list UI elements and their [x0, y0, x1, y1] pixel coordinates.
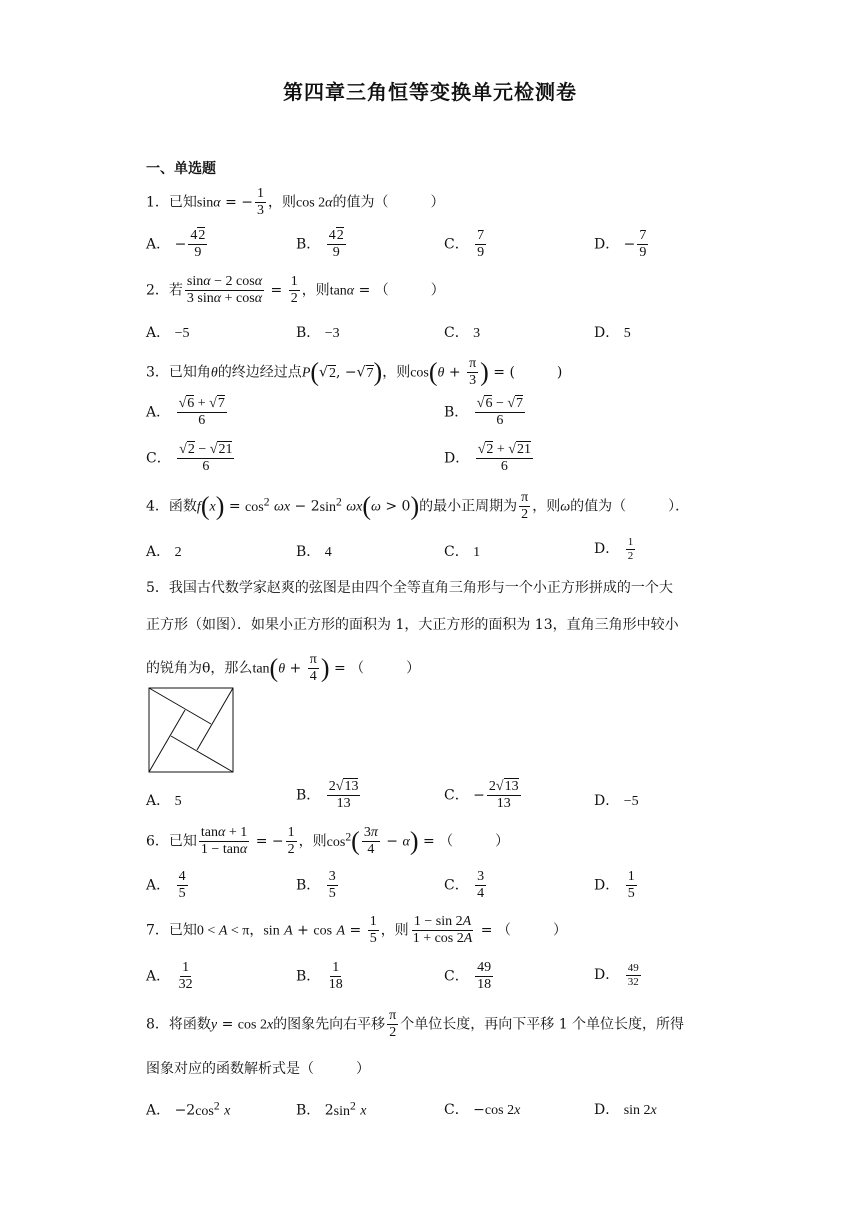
q2-option-c-label: C． [444, 325, 469, 341]
q3-mid: 的终边经过点 [217, 364, 302, 381]
q4-option-a-label: A． [146, 544, 171, 560]
q8-number: 8． [146, 1016, 169, 1033]
q4-text: 函数 [168, 498, 197, 515]
q6-text: 已知 [168, 833, 197, 850]
q4-option-b-label: B． [296, 544, 321, 560]
q4-option-d[interactable]: D． $\frac{1}{2}$ [594, 536, 634, 562]
page-title: 第四章三角恒等变换单元检测卷 [283, 80, 577, 104]
question-3: 3．已知角θ的终边经过点P(√2, −√7)，则cos(θ + $\frac{\pi}{3}$ ) = ( ) [146, 356, 563, 389]
q3-number: 3． [146, 364, 169, 381]
q8-option-c-label: C． [444, 1102, 469, 1118]
q6-option-c-label: C． [444, 877, 469, 894]
q2-option-b-label: B． [296, 325, 321, 341]
q8-text: 将函数 [168, 1016, 211, 1033]
q3-option-b-label: B． [444, 404, 469, 421]
section-heading: 一、单选题 [146, 161, 216, 177]
q8-option-d[interactable]: D． sin 2x [594, 1102, 657, 1118]
q2-option-c[interactable] [444, 322, 480, 342]
q4-mid: 的最小正周期为 [419, 498, 518, 515]
q4-option-d-label: D． [594, 541, 620, 558]
q2-option-d[interactable] [594, 322, 631, 342]
q4-option-b[interactable] [296, 541, 332, 561]
q6-mid: ，则 [298, 833, 327, 850]
q8-option-b-label: B． [296, 1102, 321, 1119]
q2-option-d-value: 5 [623, 326, 631, 341]
q7-option-c-label: C． [444, 968, 469, 985]
q8-option-c[interactable]: C． −cos 2x [444, 1102, 521, 1118]
q1-option-c[interactable]: C． $\frac{7}{9}$ [444, 228, 485, 261]
q7-mid: ， [249, 922, 264, 939]
q6-option-c[interactable]: C． $\frac{3}{4}$ [444, 869, 485, 902]
zhao-shuang-string-diagram [148, 687, 234, 773]
q6-option-d-label: D． [594, 877, 620, 894]
q1-option-a[interactable]: A． − $\frac{42}{9}$ [146, 228, 206, 261]
q7-option-c[interactable]: C． $\frac{49}{18}$ [444, 960, 492, 993]
q4-option-c-value: 1 [473, 545, 481, 560]
q7-option-a[interactable]: A． $\frac{1}{32}$ [146, 960, 193, 993]
q4-option-b-value: 4 [324, 545, 332, 560]
q8-option-a[interactable]: A． $-2\cos^2$ x [146, 1099, 231, 1119]
q2-end: （ ） [374, 282, 445, 299]
q3-option-b[interactable]: B． $\frac{√6 - √7}{6}$ [444, 396, 524, 429]
q5-option-b[interactable]: B． $\frac{2√13}{13}$ [296, 779, 359, 812]
q5-option-d-label: D． [594, 793, 620, 809]
q5-option-a-label: A． [146, 793, 171, 809]
q5-line3a: 的锐角为θ，那么 [146, 660, 253, 677]
question-5-line-3: 的锐角为θ，那么tan(θ + $\frac{\pi}{4}$ ) = （ ） [146, 652, 421, 685]
q2-mid: ，则 [301, 282, 330, 299]
q8-option-b[interactable]: B． $2\sin^2$ x [296, 1099, 367, 1119]
q7-option-d[interactable]: D． $\frac{49}{32}$ [594, 962, 639, 988]
q7-option-b[interactable]: B． $\frac{1}{18}$ [296, 960, 343, 993]
q8-mid: 的图象先向右平移 [273, 1016, 386, 1033]
q6-option-b[interactable]: B． $\frac{3}{5}$ [296, 869, 336, 902]
q3-option-a-label: A． [146, 404, 171, 421]
q2-option-a[interactable] [146, 322, 189, 342]
q5-option-a-value: 5 [174, 794, 182, 809]
question-5-line-1 [146, 577, 673, 597]
q8-option-d-label: D． [594, 1102, 620, 1118]
q3-option-c-label: C． [146, 450, 171, 467]
q5-option-a[interactable] [146, 790, 182, 810]
q6-option-b-label: B． [296, 877, 321, 894]
q5-option-d[interactable] [594, 790, 639, 810]
question-4: 4．函数$f(x) = \cos^2 \omega x - 2\sin^2$ ωx(ω > 0)的最小正周期为 $\frac{\pi}{2}$ ，则ω的值为（ ）． [146, 490, 690, 523]
question-8-line-1: 8．将函数y = cos 2x的图象先向右平移 $\frac{\pi}{2}$ 个单位长度，再向下平移 1 个单位长度，所得 [146, 1008, 685, 1041]
q7-mid2: ，则 [380, 922, 409, 939]
q6-option-d[interactable]: D． $\frac{1}{5}$ [594, 869, 635, 902]
q2-option-a-label: A． [146, 325, 171, 341]
question-2: 2．若 $\frac{\sin\alpha - 2 \cos\alpha}{3 \sin\alpha + \cos\alpha}$ = $\frac{1}{2}$ ，则tanα = （ ） [146, 274, 445, 307]
q4-option-c[interactable] [444, 541, 480, 561]
q1-option-d-label: D． [594, 236, 620, 253]
q3-option-d[interactable]: D． $\frac{√2 + √21}{6}$ [444, 442, 531, 475]
q4-mid2: ，则 [532, 498, 561, 515]
q7-number: 7． [146, 922, 169, 939]
q1-option-a-label: A． [146, 236, 171, 253]
q1-option-b[interactable]: B． $\frac{42}{9}$ [296, 228, 344, 261]
q3-option-c[interactable]: C． $\frac{√2 - √21}{6}$ [146, 442, 233, 475]
q2-text: 若 [168, 282, 183, 299]
q7-option-b-label: B． [296, 968, 321, 985]
q6-end: （ ） [439, 833, 510, 850]
q5-option-c-label: C． [444, 787, 469, 804]
q2-option-b-value: −3 [324, 326, 340, 341]
q1-mid: ，则 [268, 194, 296, 211]
q1-end: 的值为（ ） [332, 194, 445, 211]
q1-option-d[interactable]: D． − $\frac{7}{9}$ [594, 228, 647, 261]
q4-end: 的值为（ ）． [570, 498, 690, 515]
question-8-line-2: 图象对应的函数解析式是（ ） [146, 1061, 370, 1077]
q2-option-d-label: D． [594, 325, 620, 341]
q6-option-a-label: A． [146, 877, 171, 894]
q4-number: 4． [146, 498, 169, 515]
q2-option-b[interactable] [296, 322, 340, 342]
q5-end: （ ） [350, 660, 421, 677]
q3-mid2: ，则 [382, 364, 411, 381]
q7-option-d-label: D． [594, 967, 620, 984]
q4-option-c-label: C． [444, 544, 469, 560]
q8-mid2: 个单位长度，再向下平移 1 个单位长度，所得 [400, 1016, 685, 1033]
q3-text: 已知角 [168, 364, 211, 381]
q4-option-a-value: 2 [174, 545, 182, 560]
q5-option-c[interactable]: C． − $\frac{2√13}{13}$ [444, 779, 519, 812]
q1-option-c-label: C． [444, 236, 469, 253]
q1-text: 已知 [168, 194, 197, 211]
q5-number: 5． [146, 580, 169, 596]
question-6: 6．已知 $\frac{\tan\alpha + 1}{1 - \tan\alpha}$ = − $\frac{1}{2}$ ，则$\cos^2$( $\frac{3\pi}{4}$ − α) = （ ） [146, 825, 510, 858]
q3-option-d-label: D． [444, 450, 470, 467]
q1-number: 1． [146, 194, 169, 211]
question-1: 1．已知sinα = − $\frac{1}{3}$ ，则cos 2α的值为（ ） [146, 186, 445, 219]
q6-number: 6． [146, 833, 169, 850]
q2-option-c-value: 3 [473, 326, 481, 341]
q1-option-b-label: B． [296, 236, 321, 253]
q3-end: ( ) [509, 364, 563, 381]
q2-option-a-value: −5 [174, 326, 190, 341]
question-5-line-2: 正方形（如图）．如果小正方形的面积为 1，大正方形的面积为 13，直角三角形中较小 [146, 617, 679, 633]
q5-option-b-label: B． [296, 787, 321, 804]
q5-line1: 我国古代数学家赵爽的弦图是由四个全等直角三角形与一个小正方形拼成的一个大 [168, 580, 673, 596]
q7-option-a-label: A． [146, 968, 171, 985]
question-7: 7．已知0 < A < π，sin A + cos A = $\frac{1}{5}$ ，则 $\frac{1 - \sin 2A}{1 + \cos 2A}$ = （ ） [146, 914, 567, 947]
q8-option-a-label: A． [146, 1102, 171, 1119]
q2-number: 2． [146, 282, 169, 299]
q5-option-d-value: −5 [623, 794, 639, 809]
q7-text: 已知 [168, 922, 197, 939]
q7-end: （ ） [496, 922, 567, 939]
q6-option-a[interactable]: A． $\frac{4}{5}$ [146, 869, 186, 902]
q4-option-a[interactable] [146, 541, 182, 561]
q3-option-a[interactable]: A． $\frac{√6 + √7}{6}$ [146, 396, 225, 429]
